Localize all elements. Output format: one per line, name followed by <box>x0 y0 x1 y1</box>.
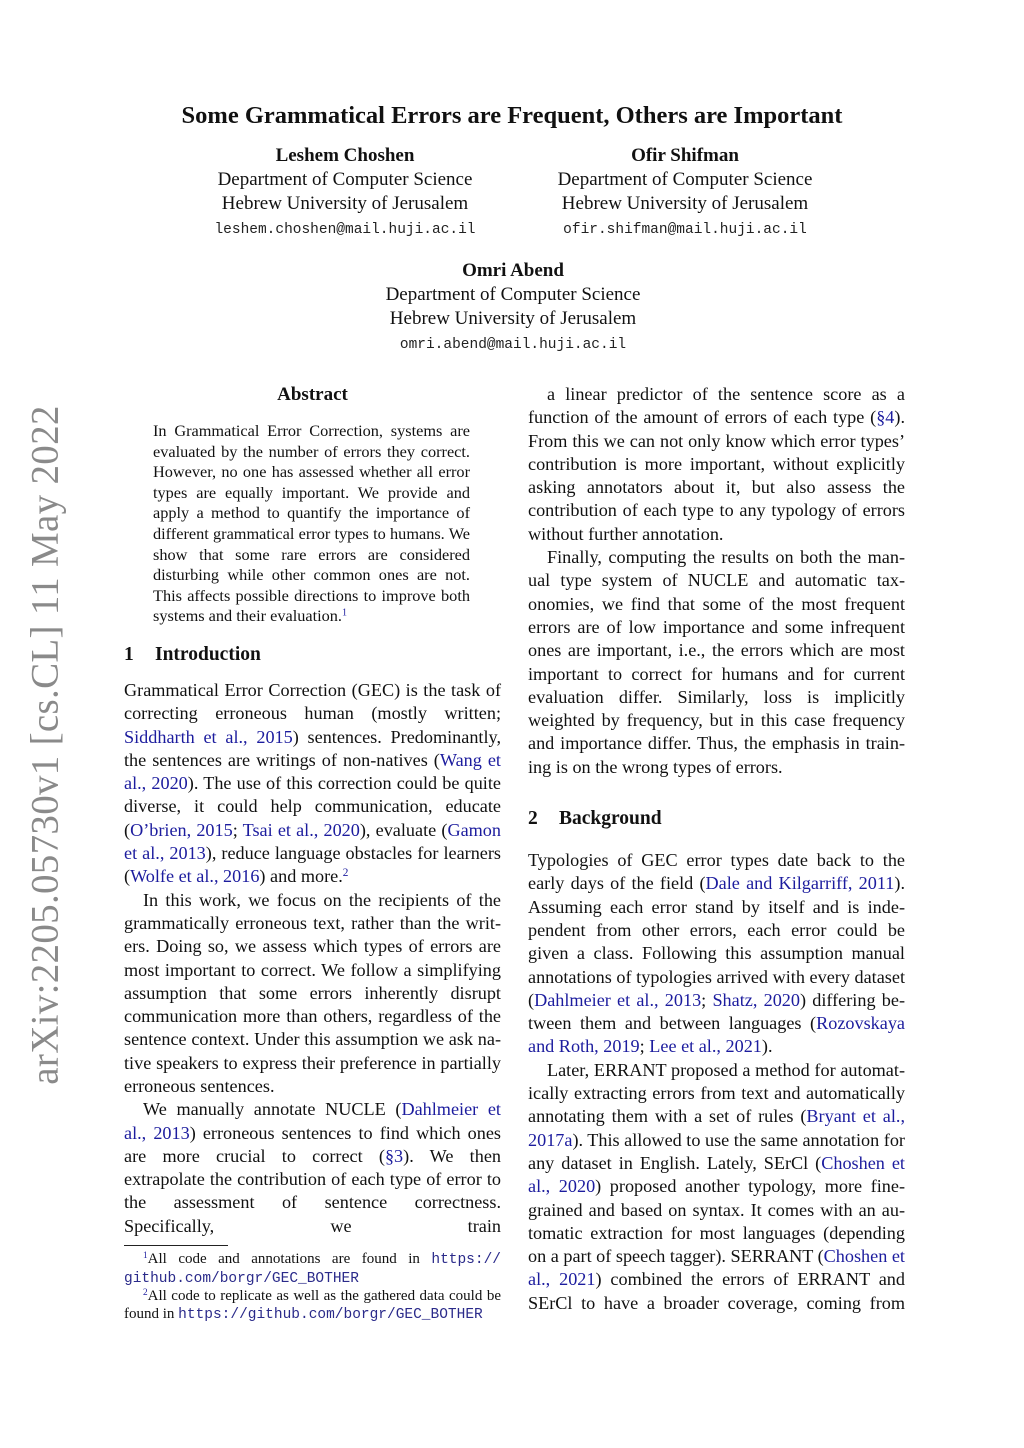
text-run: We manually annotate NUCLE ( <box>143 1099 402 1120</box>
footnote-divider <box>124 1245 228 1246</box>
paragraph <box>528 546 905 779</box>
text-run: ). Assuming each error stand by itself and is independent from other errors, each error could be given a class. Following this assumption manual annotations of typologies arrived with every dataset ( <box>528 873 905 1010</box>
text-run: ). We then extrapolate the contribution of each type of error to the assessment of sentence correctness. Specifically, we train <box>124 1145 501 1236</box>
citation-link[interactable]: Lee et al., 2021 <box>649 1036 762 1057</box>
author-univ: Hebrew University of Jerusalem <box>221 193 469 214</box>
author-name: Omri Abend <box>462 260 564 281</box>
citation-link[interactable]: Gamon et al., 2013 <box>124 819 501 864</box>
left-column <box>124 383 501 1324</box>
citation-link[interactable]: O’brien, 2015 <box>130 819 233 840</box>
url-link[interactable]: https://github.com/borgr/GEC_​BOTHER <box>178 1306 483 1323</box>
footnote-marker[interactable]: 1 <box>143 1250 148 1261</box>
paragraph <box>528 849 905 1059</box>
text-run: ; <box>701 989 713 1010</box>
citation-link[interactable]: Choshen et al., 2020 <box>528 1152 905 1197</box>
author-block <box>485 144 885 242</box>
author-email[interactable]: ofir.shifman@mail.huji.ac.il <box>563 222 807 238</box>
author-univ: Hebrew University of Jerusalem <box>389 308 637 329</box>
author-email[interactable]: leshem.choshen@mail.huji.ac.il <box>214 222 476 238</box>
footnote-marker[interactable]: 2 <box>342 867 349 880</box>
footnotes <box>124 1251 501 1324</box>
citation-link[interactable]: Wang et al., 2020 <box>124 749 501 794</box>
citation-link[interactable]: Bryant et al., 2017a <box>528 1106 905 1150</box>
text-run: ), reduce language obstacles for learners ( <box>124 843 501 887</box>
text-run: ) sentences. Predominantly, the sentences are writings of non-natives ( <box>124 726 501 770</box>
author-dept: Department of Computer Science <box>385 284 641 305</box>
abstract-heading: Abstract <box>277 384 348 405</box>
paragraph <box>528 383 905 546</box>
citation-link[interactable]: §4 <box>876 407 895 428</box>
text-run: All code and annotations are found in <box>147 1251 432 1268</box>
paragraph <box>124 889 501 1099</box>
text-run: ). From this we can not only know which error types’ contribution is more important, without explicitly asking annotators about it, but also assess the contribution of each type to any typology of errors without further annotation. <box>528 407 905 544</box>
author-block <box>313 259 713 357</box>
section-number: 2 <box>528 808 538 830</box>
footnote-marker[interactable]: 1 <box>342 607 348 619</box>
citation-link[interactable]: Rozovskaya and Roth, 2019 <box>528 1013 905 1057</box>
text-run: Typologies of GEC error types date back to the early days of the field ( <box>528 850 905 894</box>
citation-link[interactable]: Dahlmeier et al., 2013 <box>534 989 702 1010</box>
text-run: Later, ERRANT proposed a method for automatically extracting errors from text and automatically annotating them with a set of rules ( <box>528 1059 905 1127</box>
text-run: In this work, we focus on the recipients of the grammatically erroneous text, rather than the writers. Doing so, we assess which types of errors are most important to correct. We follow a simplifying assumption that some errors inherently disrupt communication more than others, regardless of the sentence context. Under this assumption we ask native speakers to express their preference in partially erroneous sentences. <box>124 889 501 1096</box>
text-run: ) erroneous sentences to find which ones are more crucial to correct ( <box>124 1122 501 1166</box>
right-column-bottom <box>528 849 905 1315</box>
section-number: 1 <box>124 643 134 665</box>
author-dept: Department of Computer Science <box>557 169 813 190</box>
citation-link[interactable]: Shatz, 2020 <box>712 989 800 1010</box>
left-column-body <box>124 679 501 1238</box>
text-run: ). This allowed to use the same annotation for any dataset in English. Lately, SErCl ( <box>528 1129 905 1173</box>
text-run: In Grammatical Error Correction, systems are evaluated by the number of errors they correct. However, no one has assessed whether all error types are equally important. We provide and apply a method to quantify the importance of different grammatical error types to humans. We show that some rare errors are considered disturbing while other common ones are not. This affects possible directions to improve both systems and their evaluation. <box>153 421 470 626</box>
section-heading-background <box>528 807 905 831</box>
section-title: Background <box>559 808 662 830</box>
paper-title: Some Grammatical Errors are Frequent, Others are Important <box>181 102 843 129</box>
url-link[interactable]: https://​github.com/borgr/GEC_BOTHER <box>124 1252 501 1287</box>
footnote-marker[interactable]: 2 <box>143 1288 148 1299</box>
text-run: ). The use of this correction could be quite diverse, it could help communication, educate ( <box>124 773 501 840</box>
text-run: ; <box>232 819 243 840</box>
section-heading-introduction <box>124 643 501 667</box>
text-run: Finally, computing the results on both the manual type system of NUCLE and automatic taxonomies, we find that some of the most frequent errors are of low importance and some infrequent ones are important, i.e., the errors which are most important to correct for humans and for current evaluation differ. Similarly, loss is implicitly weighted by frequency, but in this case frequency and importance differ. Thus, the emphasis in training is on the wrong types of errors. <box>528 547 905 777</box>
citation-link[interactable]: Wolfe et al., 2016 <box>130 866 260 887</box>
paragraph <box>124 679 501 889</box>
arxiv-identifier: arXiv:2205.05730v1 [cs.CL] 11 May 2022 <box>23 405 67 1085</box>
text-run: ) combined the errors of ERRANT and SErCl to have a broader coverage, coming from <box>528 1269 905 1313</box>
author-dept: Department of Computer Science <box>217 169 473 190</box>
paragraph <box>528 1059 905 1315</box>
author-email[interactable]: omri.abend@mail.huji.ac.il <box>399 337 627 353</box>
author-name: Ofir Shifman <box>631 145 739 166</box>
citation-link[interactable]: Tsai et al., 2020 <box>242 819 360 840</box>
author-name: Leshem Choshen <box>275 145 415 166</box>
paragraph <box>124 1098 501 1238</box>
text-run: ) and more. <box>259 866 343 887</box>
text-run: ; <box>639 1036 650 1057</box>
author-univ: Hebrew University of Jerusalem <box>561 193 809 214</box>
citation-link[interactable]: Dale and Kilgarriff, 2011 <box>705 873 895 894</box>
text-run: ) proposed another typology, more finegrained and based on syntax. It comes with an automatic extraction for most languages (depending on a part of speech tagger). SERRANT ( <box>528 1176 905 1267</box>
right-column-top <box>528 383 905 779</box>
text-run: ). <box>761 1036 773 1057</box>
citation-link[interactable]: Dahlmeier et al., 2013 <box>124 1099 501 1143</box>
citation-link[interactable]: Choshen et al., 2021 <box>528 1246 905 1290</box>
footnote <box>124 1288 501 1324</box>
section-title: Introduction <box>155 643 261 665</box>
citation-link[interactable]: Siddharth et al., 2015 <box>124 726 293 747</box>
text-run: ), evaluate ( <box>359 819 448 840</box>
text-run: Grammatical Error Correction (GEC) is the task of correcting erroneous human (mostly written; <box>124 679 501 724</box>
footnote <box>124 1251 501 1288</box>
text-run: a linear predictor of the sentence score as a function of the amount of errors of each type ( <box>528 384 905 428</box>
text-run: ) differing between them and between languages ( <box>528 989 905 1034</box>
abstract-text <box>153 421 470 627</box>
citation-link[interactable]: §3 <box>384 1145 404 1166</box>
text-run: All code to replicate as well as the gathered data could be found in <box>124 1288 501 1322</box>
right-column <box>528 383 905 1315</box>
